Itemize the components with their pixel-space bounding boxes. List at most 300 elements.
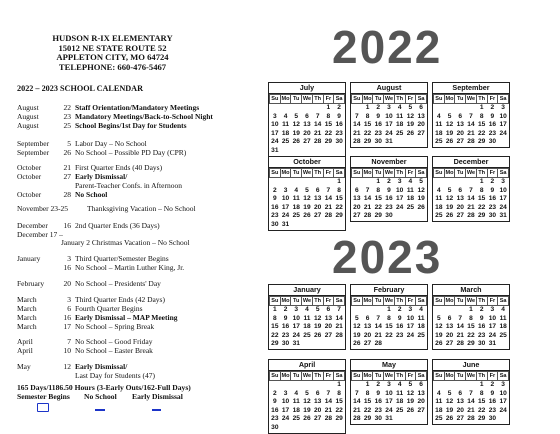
day-cell: 7 [355, 112, 359, 120]
day-cell: 12 [406, 112, 415, 120]
day-cell: 14 [335, 314, 343, 322]
event-row [17, 122, 187, 131]
day-cell: 19 [303, 406, 311, 414]
legend-semester-label: Semester Begins [17, 392, 70, 401]
day-cell: 21 [313, 129, 322, 137]
day-cell: 12 [406, 389, 415, 397]
day-cell: 4 [419, 306, 423, 313]
event-month: April [17, 346, 33, 355]
day-cell: 20 [417, 121, 425, 129]
day-cell: 16 [488, 121, 497, 129]
day-cell: 10 [406, 314, 415, 322]
day-cell: 8 [337, 389, 341, 397]
event-day: 16 [63, 263, 71, 272]
day-cell [280, 104, 291, 113]
day-cell: 5 [447, 389, 452, 397]
day-cell: 5 [437, 314, 441, 322]
weekday-header: Sa [417, 298, 425, 304]
weekday-header: We [466, 170, 476, 176]
day-cell [455, 381, 466, 390]
day-cell [312, 178, 323, 187]
day-cell: 18 [395, 121, 404, 129]
day-cell: 16 [271, 406, 279, 414]
day-cell: 11 [282, 121, 290, 129]
event-month: October [17, 190, 42, 199]
weekday-header: Su [353, 170, 361, 176]
day-cell: 9 [376, 112, 381, 120]
year-2022-heading: 2022 [332, 21, 443, 73]
day-cell: 27 [417, 129, 425, 137]
day-cell: 16 [488, 195, 497, 203]
day-cell [416, 138, 427, 147]
day-cell: 19 [353, 331, 361, 339]
day-cell: 14 [313, 121, 322, 129]
day-cell: 6 [458, 389, 463, 397]
day-cell: 10 [385, 389, 393, 397]
weekday-header: Th [396, 170, 404, 176]
day-cell: 26 [292, 138, 300, 146]
day-cell: 4 [408, 178, 413, 185]
day-cell [312, 104, 323, 113]
day-cell: 17 [281, 406, 290, 414]
day-cell: 11 [406, 186, 414, 194]
weekday-header: Mo [445, 373, 454, 379]
day-cell [455, 178, 466, 187]
day-cell [291, 424, 302, 433]
weekday-header: Su [435, 298, 443, 304]
day-cell: 22 [271, 331, 279, 339]
day-cell: 7 [469, 389, 473, 397]
day-cell: 18 [435, 203, 443, 211]
day-cell [302, 104, 313, 113]
month-calendar-august [350, 82, 428, 148]
day-cell [312, 424, 323, 433]
day-cell: 21 [467, 406, 475, 414]
day-cell [270, 178, 281, 187]
day-cell: 17 [488, 323, 497, 331]
day-cell [270, 381, 281, 390]
day-cell: 27 [363, 340, 372, 348]
event-day: 20 [63, 279, 71, 288]
day-cell: 22 [477, 203, 486, 211]
day-cell: 7 [315, 112, 320, 120]
day-cell: 3 [501, 178, 505, 185]
day-cell: 13 [417, 112, 425, 120]
day-cell: 8 [376, 186, 381, 194]
event-text: No School – Presidents' Day [75, 279, 161, 288]
event-month: August [17, 112, 39, 121]
day-cell: 30 [374, 415, 382, 423]
day-cell: 6 [419, 381, 423, 388]
day-cell: 19 [406, 121, 415, 129]
weekday-header: Fr [323, 169, 334, 178]
day-cell: 19 [292, 129, 300, 137]
weekday-header: We [302, 170, 312, 176]
day-cell: 24 [271, 138, 279, 146]
event-text: Last Day for Students (47) [75, 371, 155, 380]
day-cell: 9 [376, 389, 381, 397]
event-text: School Begins/1st Day for Students [75, 121, 187, 130]
event-row [17, 191, 107, 200]
day-cell: 2 [387, 178, 391, 185]
day-cell: 23 [477, 331, 486, 339]
day-cell: 6 [447, 314, 452, 322]
day-cell: 5 [315, 306, 320, 313]
day-cell: 15 [335, 398, 343, 406]
day-cell: 15 [271, 323, 279, 331]
day-cell: 18 [303, 323, 311, 331]
day-cell: 14 [467, 398, 475, 406]
weekday-header: We [384, 170, 394, 176]
legend-early-label: Early Dismissal [132, 392, 183, 401]
event-text: No School – Martin Luther King, Jr. [75, 263, 185, 272]
weekday-header: Tu [373, 95, 384, 104]
day-cell: 19 [303, 203, 311, 211]
event-month: May [17, 362, 31, 371]
day-cell: 28 [467, 212, 475, 220]
day-cell [352, 306, 363, 315]
day-cell [405, 212, 416, 221]
day-cell [434, 381, 445, 390]
event-text: No School – Easter Break [75, 346, 153, 355]
event-month: October [17, 163, 42, 172]
day-cell [394, 138, 405, 147]
day-cell: 17 [499, 195, 507, 203]
day-cell [280, 381, 291, 390]
day-cell [323, 178, 334, 187]
day-cell: 11 [435, 398, 443, 406]
day-cell: 17 [281, 203, 290, 211]
school-phone: TELEPHONE: 660-476-5467 [58, 61, 167, 72]
event-text: No School [75, 190, 108, 199]
day-cell: 12 [417, 186, 425, 194]
day-cell: 25 [303, 331, 311, 339]
day-cell: 29 [363, 138, 372, 146]
day-cell [352, 104, 363, 113]
day-cell: 8 [337, 186, 341, 194]
day-cell: 9 [490, 112, 495, 120]
day-cell: 25 [292, 212, 300, 220]
day-cell: 23 [271, 212, 279, 220]
day-cell: 28 [353, 138, 361, 146]
month-calendar-november [350, 156, 428, 222]
day-cell: 27 [456, 415, 464, 423]
weekday-header: Su [271, 298, 279, 304]
weekday-header: Su [435, 170, 443, 176]
day-cell: 20 [445, 331, 454, 339]
day-cell: 20 [313, 406, 322, 414]
day-cell: 30 [281, 340, 290, 348]
day-cell: 22 [324, 129, 333, 137]
day-cell: 29 [363, 415, 372, 423]
day-cell: 14 [363, 195, 372, 203]
day-cell: 3 [273, 112, 277, 120]
day-cell: 1 [479, 178, 484, 185]
day-cell: 23 [385, 203, 393, 211]
weekday-header: Th [478, 96, 486, 102]
day-cell [280, 178, 291, 187]
event-day: 28 [63, 190, 71, 199]
weekday-header: Fr [405, 372, 416, 381]
day-cell: 24 [499, 129, 507, 137]
event-day: 10 [63, 346, 71, 355]
day-cell: 24 [281, 212, 290, 220]
day-cell: 20 [353, 203, 361, 211]
day-cell: 14 [456, 323, 464, 331]
event-row [17, 149, 186, 158]
event-month: October [17, 172, 42, 181]
day-cell: 6 [305, 112, 309, 120]
event-row [17, 205, 196, 214]
day-cell: 6 [458, 112, 463, 120]
month-calendar-february [350, 284, 428, 350]
day-cell: 11 [396, 389, 404, 397]
day-cell: 17 [271, 129, 279, 137]
month-calendar-december [432, 156, 510, 222]
day-cell: 16 [281, 323, 290, 331]
day-cell [334, 147, 345, 156]
day-cell: 20 [363, 331, 372, 339]
day-cell: 2 [490, 381, 495, 388]
day-cell: 8 [479, 186, 484, 194]
day-cell: 4 [437, 389, 441, 397]
day-cell: 19 [445, 129, 454, 137]
weekday-header: Tu [455, 95, 466, 104]
weekday-header: Tu [455, 297, 466, 306]
weekday-header: We [466, 96, 476, 102]
day-cell: 5 [355, 314, 359, 322]
day-cell: 22 [477, 129, 486, 137]
day-cell: 23 [488, 203, 497, 211]
event-text: Parent-Teacher Confs. in Afternoon [75, 181, 182, 190]
day-cell: 31 [385, 138, 393, 146]
day-cell: 4 [437, 112, 441, 120]
day-cell: 15 [467, 323, 475, 331]
day-cell: 17 [499, 398, 507, 406]
day-cell: 11 [499, 314, 507, 322]
day-cell: 14 [374, 323, 382, 331]
day-cell [444, 306, 455, 315]
weekday-header: Mo [363, 96, 372, 102]
weekday-header: Tu [291, 95, 302, 104]
day-cell [280, 147, 291, 156]
day-cell: 1 [387, 306, 391, 313]
day-cell: 9 [490, 186, 495, 194]
weekday-header: Su [353, 298, 361, 304]
day-cell: 10 [488, 314, 497, 322]
day-cell: 18 [417, 323, 425, 331]
day-cell: 26 [313, 331, 322, 339]
day-cell: 5 [408, 381, 413, 388]
month-title: June [433, 360, 509, 371]
month-calendar-may [350, 359, 428, 425]
day-cell: 19 [445, 203, 454, 211]
year-2023-heading: 2023 [332, 231, 443, 283]
weekday-header: Fr [323, 297, 334, 306]
day-cell: 21 [324, 406, 333, 414]
day-cell: 13 [313, 398, 322, 406]
weekday-header: Fr [405, 169, 416, 178]
event-month: November 23-25 [17, 204, 69, 213]
weekday-header: Tu [373, 372, 384, 381]
event-row [17, 372, 155, 381]
day-cell: 24 [395, 203, 404, 211]
day-cell: 11 [435, 121, 443, 129]
day-cell [373, 306, 384, 315]
weekday-header: Mo [363, 298, 372, 304]
day-cell: 11 [417, 314, 425, 322]
day-cell: 22 [335, 406, 343, 414]
day-cell: 30 [477, 340, 486, 348]
day-cell: 27 [324, 331, 333, 339]
event-text: No School – Possible PD Day (CPR) [75, 148, 187, 157]
day-cell: 9 [337, 112, 341, 120]
legend-early-line-icon [152, 409, 161, 411]
day-cell: 3 [501, 381, 505, 388]
day-cell: 23 [374, 129, 382, 137]
day-cell: 7 [469, 112, 473, 120]
weekday-header: Th [314, 298, 322, 304]
weekday-header: Tu [373, 169, 384, 178]
weekday-header: Tu [291, 372, 302, 381]
day-cell: 26 [417, 203, 425, 211]
day-cell: 26 [445, 415, 454, 423]
day-cell [466, 381, 477, 390]
day-cell [291, 147, 302, 156]
legend-noschool-label: No School [84, 392, 117, 401]
day-cell: 18 [435, 406, 443, 414]
day-cell: 30 [488, 212, 497, 220]
day-cell: 12 [445, 195, 454, 203]
day-cell: 17 [385, 398, 393, 406]
day-cell: 8 [469, 314, 473, 322]
weekday-header: Th [314, 373, 322, 379]
day-cell: 15 [477, 195, 486, 203]
day-cell: 1 [365, 381, 370, 388]
day-cell: 1 [365, 104, 370, 111]
day-cell [444, 178, 455, 187]
day-cell: 17 [292, 323, 300, 331]
weekday-header: We [384, 298, 394, 304]
day-cell [394, 415, 405, 424]
weekday-header: Mo [363, 170, 372, 176]
day-cell: 17 [395, 195, 404, 203]
day-cell: 22 [363, 406, 372, 414]
day-cell: 23 [488, 129, 497, 137]
day-cell: 31 [271, 146, 279, 154]
day-cell: 7 [326, 186, 331, 194]
day-cell: 9 [273, 195, 277, 203]
weekday-header: Mo [363, 373, 372, 379]
day-cell [405, 340, 416, 349]
day-cell: 25 [435, 212, 443, 220]
day-cell: 1 [479, 381, 484, 388]
day-cell: 2 [376, 104, 381, 111]
day-cell: 2 [283, 306, 288, 313]
day-cell: 31 [499, 212, 507, 220]
day-cell: 26 [406, 406, 415, 414]
weekday-header: Tu [455, 169, 466, 178]
day-cell: 25 [292, 415, 300, 423]
weekday-header: Fr [487, 95, 498, 104]
month-calendar-april [268, 359, 346, 434]
day-cell: 25 [281, 138, 290, 146]
day-cell [416, 212, 427, 221]
weekday-header: Sa [335, 96, 343, 102]
day-cell: 16 [374, 121, 382, 129]
day-cell: 6 [419, 104, 423, 111]
weekday-header: Sa [499, 170, 507, 176]
day-cell: 5 [447, 186, 452, 194]
day-cell [455, 104, 466, 113]
day-cell [334, 424, 345, 433]
weekday-header: Th [478, 170, 486, 176]
day-cell: 13 [456, 398, 464, 406]
day-cell: 4 [283, 112, 288, 120]
day-cell: 26 [303, 415, 311, 423]
day-cell: 19 [445, 406, 454, 414]
day-cell: 6 [458, 186, 463, 194]
day-cell: 16 [395, 323, 404, 331]
weekday-header: Mo [281, 373, 290, 379]
day-cell: 6 [315, 186, 320, 194]
day-cell: 24 [406, 331, 415, 339]
weekday-header: Tu [291, 297, 302, 306]
weekday-header: Th [396, 298, 404, 304]
day-cell: 10 [271, 121, 279, 129]
day-cell: 22 [477, 406, 486, 414]
event-text: No School – Spring Break [75, 322, 155, 331]
day-cell: 11 [303, 314, 311, 322]
day-cell: 29 [335, 212, 343, 220]
day-cell [323, 147, 334, 156]
event-text: Staff Orientation/Mandatory Meetings [75, 103, 200, 112]
weekday-header: We [466, 373, 476, 379]
day-cell: 20 [324, 323, 333, 331]
day-cell: 23 [395, 331, 404, 339]
day-cell [334, 340, 345, 349]
day-cell: 31 [281, 220, 290, 228]
day-cell: 8 [387, 314, 391, 322]
event-day: 5 [67, 139, 71, 148]
day-cell: 3 [294, 306, 299, 313]
event-month: December [17, 221, 48, 230]
event-row [17, 323, 154, 332]
day-cell: 2 [337, 104, 341, 111]
day-cell: 9 [273, 398, 277, 406]
day-cell [416, 340, 427, 349]
event-month: March [17, 322, 37, 331]
day-cell [302, 381, 313, 390]
weekday-header: Sa [499, 298, 507, 304]
day-cell: 16 [385, 195, 393, 203]
day-cell [302, 424, 313, 433]
day-cell: 27 [313, 212, 322, 220]
day-cell: 28 [374, 340, 382, 348]
day-cell: 30 [385, 212, 393, 220]
event-day: 25 [63, 121, 71, 130]
day-cell: 13 [456, 195, 464, 203]
day-cell: 31 [292, 340, 300, 348]
weekday-header: Mo [445, 96, 454, 102]
weekday-header: Fr [487, 297, 498, 306]
day-cell: 3 [501, 104, 505, 111]
day-cell: 24 [488, 331, 497, 339]
weekday-header: Su [271, 96, 279, 102]
day-cell [323, 424, 334, 433]
day-cell: 26 [406, 129, 415, 137]
weekday-header: Sa [335, 298, 343, 304]
